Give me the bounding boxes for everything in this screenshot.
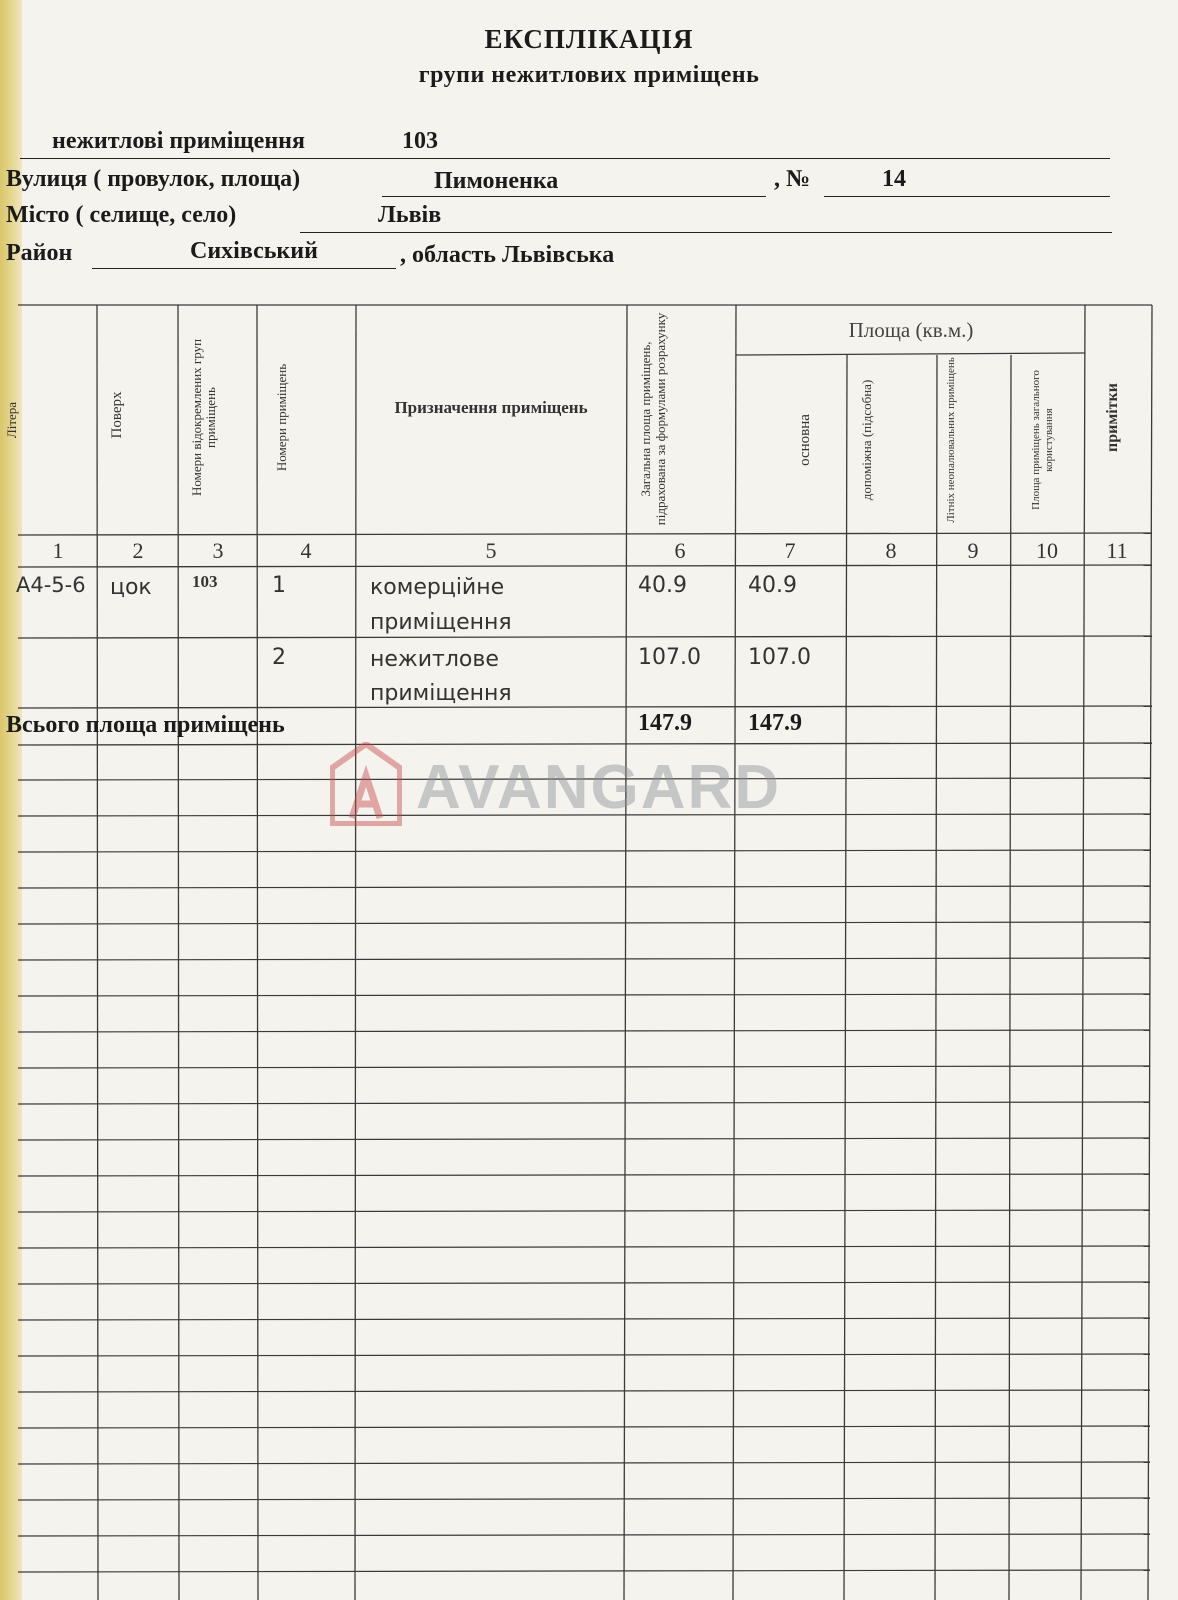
column-number: 6 (674, 538, 686, 563)
district-label: Район (6, 240, 73, 266)
row2-room: 2 (272, 645, 286, 670)
row1-main-area: 40.9 (748, 573, 797, 598)
header-room-numbers: Номери приміщень (274, 363, 289, 472)
empty-row-line (18, 994, 1150, 996)
empty-row-line (18, 1066, 1150, 1068)
empty-row-line (18, 958, 1150, 960)
empty-row-line (18, 1282, 1150, 1284)
header-litera: Літера (4, 401, 19, 439)
header-notes: примітки (1104, 383, 1121, 452)
empty-row-line (18, 850, 1150, 852)
city-label: Місто ( селище, село) (6, 202, 237, 228)
empty-row-line (18, 1138, 1150, 1140)
number-value: 14 (882, 166, 906, 192)
row1-purpose-line1: комерційне (370, 575, 505, 600)
empty-row-line (18, 1246, 1150, 1248)
document-title: ЕКСПЛІКАЦІЯ (484, 24, 694, 54)
premises-value: 103 (402, 128, 438, 154)
total-area: 147.9 (638, 710, 692, 736)
header-floor: Поверх (109, 391, 125, 439)
empty-row-line (18, 1498, 1150, 1500)
column-number: 5 (485, 538, 497, 563)
empty-row-line (18, 1102, 1150, 1104)
premises-label: нежитлові приміщення (52, 128, 305, 154)
region-label: , область Львівська (400, 242, 615, 268)
column-number: 10 (1036, 538, 1058, 563)
row2-purpose-line2: приміщення (370, 681, 512, 706)
empty-row-line (18, 1174, 1150, 1176)
header-summer: Літніх неопалювальних приміщень (945, 357, 957, 523)
district-value: Сихівський (190, 238, 318, 264)
empty-row-line (18, 1354, 1150, 1356)
row1-total-area: 40.9 (638, 573, 687, 598)
header-auxiliary: допоміжна (підсобна) (859, 379, 874, 501)
total-main-area: 147.9 (748, 710, 802, 736)
column-number: 1 (52, 538, 64, 563)
document-subtitle: групи нежитлових приміщень (418, 62, 760, 88)
empty-row-line (18, 922, 1150, 924)
row2-main-area: 107.0 (748, 645, 811, 670)
column-number: 9 (967, 538, 979, 563)
column-number: 2 (132, 538, 144, 563)
city-value: Львів (378, 202, 442, 228)
column-number: 4 (300, 538, 312, 563)
header-purpose: Призначення приміщень (394, 398, 588, 417)
empty-row-line (18, 1390, 1150, 1392)
column-number: 8 (885, 538, 897, 563)
row2-total-area: 107.0 (638, 645, 701, 670)
header-area-group: Площа (кв.м.) (848, 318, 974, 342)
street-label: Вулиця ( провулок, площа) (6, 166, 301, 192)
row1-floor: цок (110, 575, 152, 600)
empty-row-line (18, 1426, 1150, 1428)
street-value: Пимоненка (434, 168, 559, 194)
header-main: основна (797, 414, 813, 466)
watermark-text: AVANGARD (416, 753, 782, 822)
row1-litera: А4-5-6 (16, 573, 86, 597)
column-number: 7 (784, 538, 796, 563)
number-label: , № (774, 166, 811, 192)
empty-row-line (18, 1534, 1150, 1536)
row1-group: 103 (192, 572, 218, 591)
row1-room: 1 (272, 573, 286, 598)
empty-row-line (18, 1030, 1150, 1032)
header-common-use: Площа приміщень загального користування (1030, 370, 1055, 510)
total-label: Всього площа приміщень (6, 712, 285, 738)
watermark-logo-icon (330, 742, 402, 826)
empty-row-line (18, 1210, 1150, 1212)
empty-row-line (18, 1570, 1150, 1572)
row1-purpose-line2: приміщення (370, 610, 512, 635)
column-number: 3 (212, 538, 224, 563)
header-group-numbers: Номери відокремлених груп приміщень (189, 338, 218, 497)
empty-row-line (18, 1318, 1150, 1320)
row2-purpose-line1: нежитлове (370, 647, 499, 672)
empty-row-line (18, 886, 1150, 888)
empty-row-line (18, 1462, 1150, 1464)
watermark (330, 742, 830, 832)
header-total-area: Загальна площа приміщень, підрахована за формулами розрахунку (638, 312, 668, 526)
column-number: 11 (1106, 538, 1128, 563)
